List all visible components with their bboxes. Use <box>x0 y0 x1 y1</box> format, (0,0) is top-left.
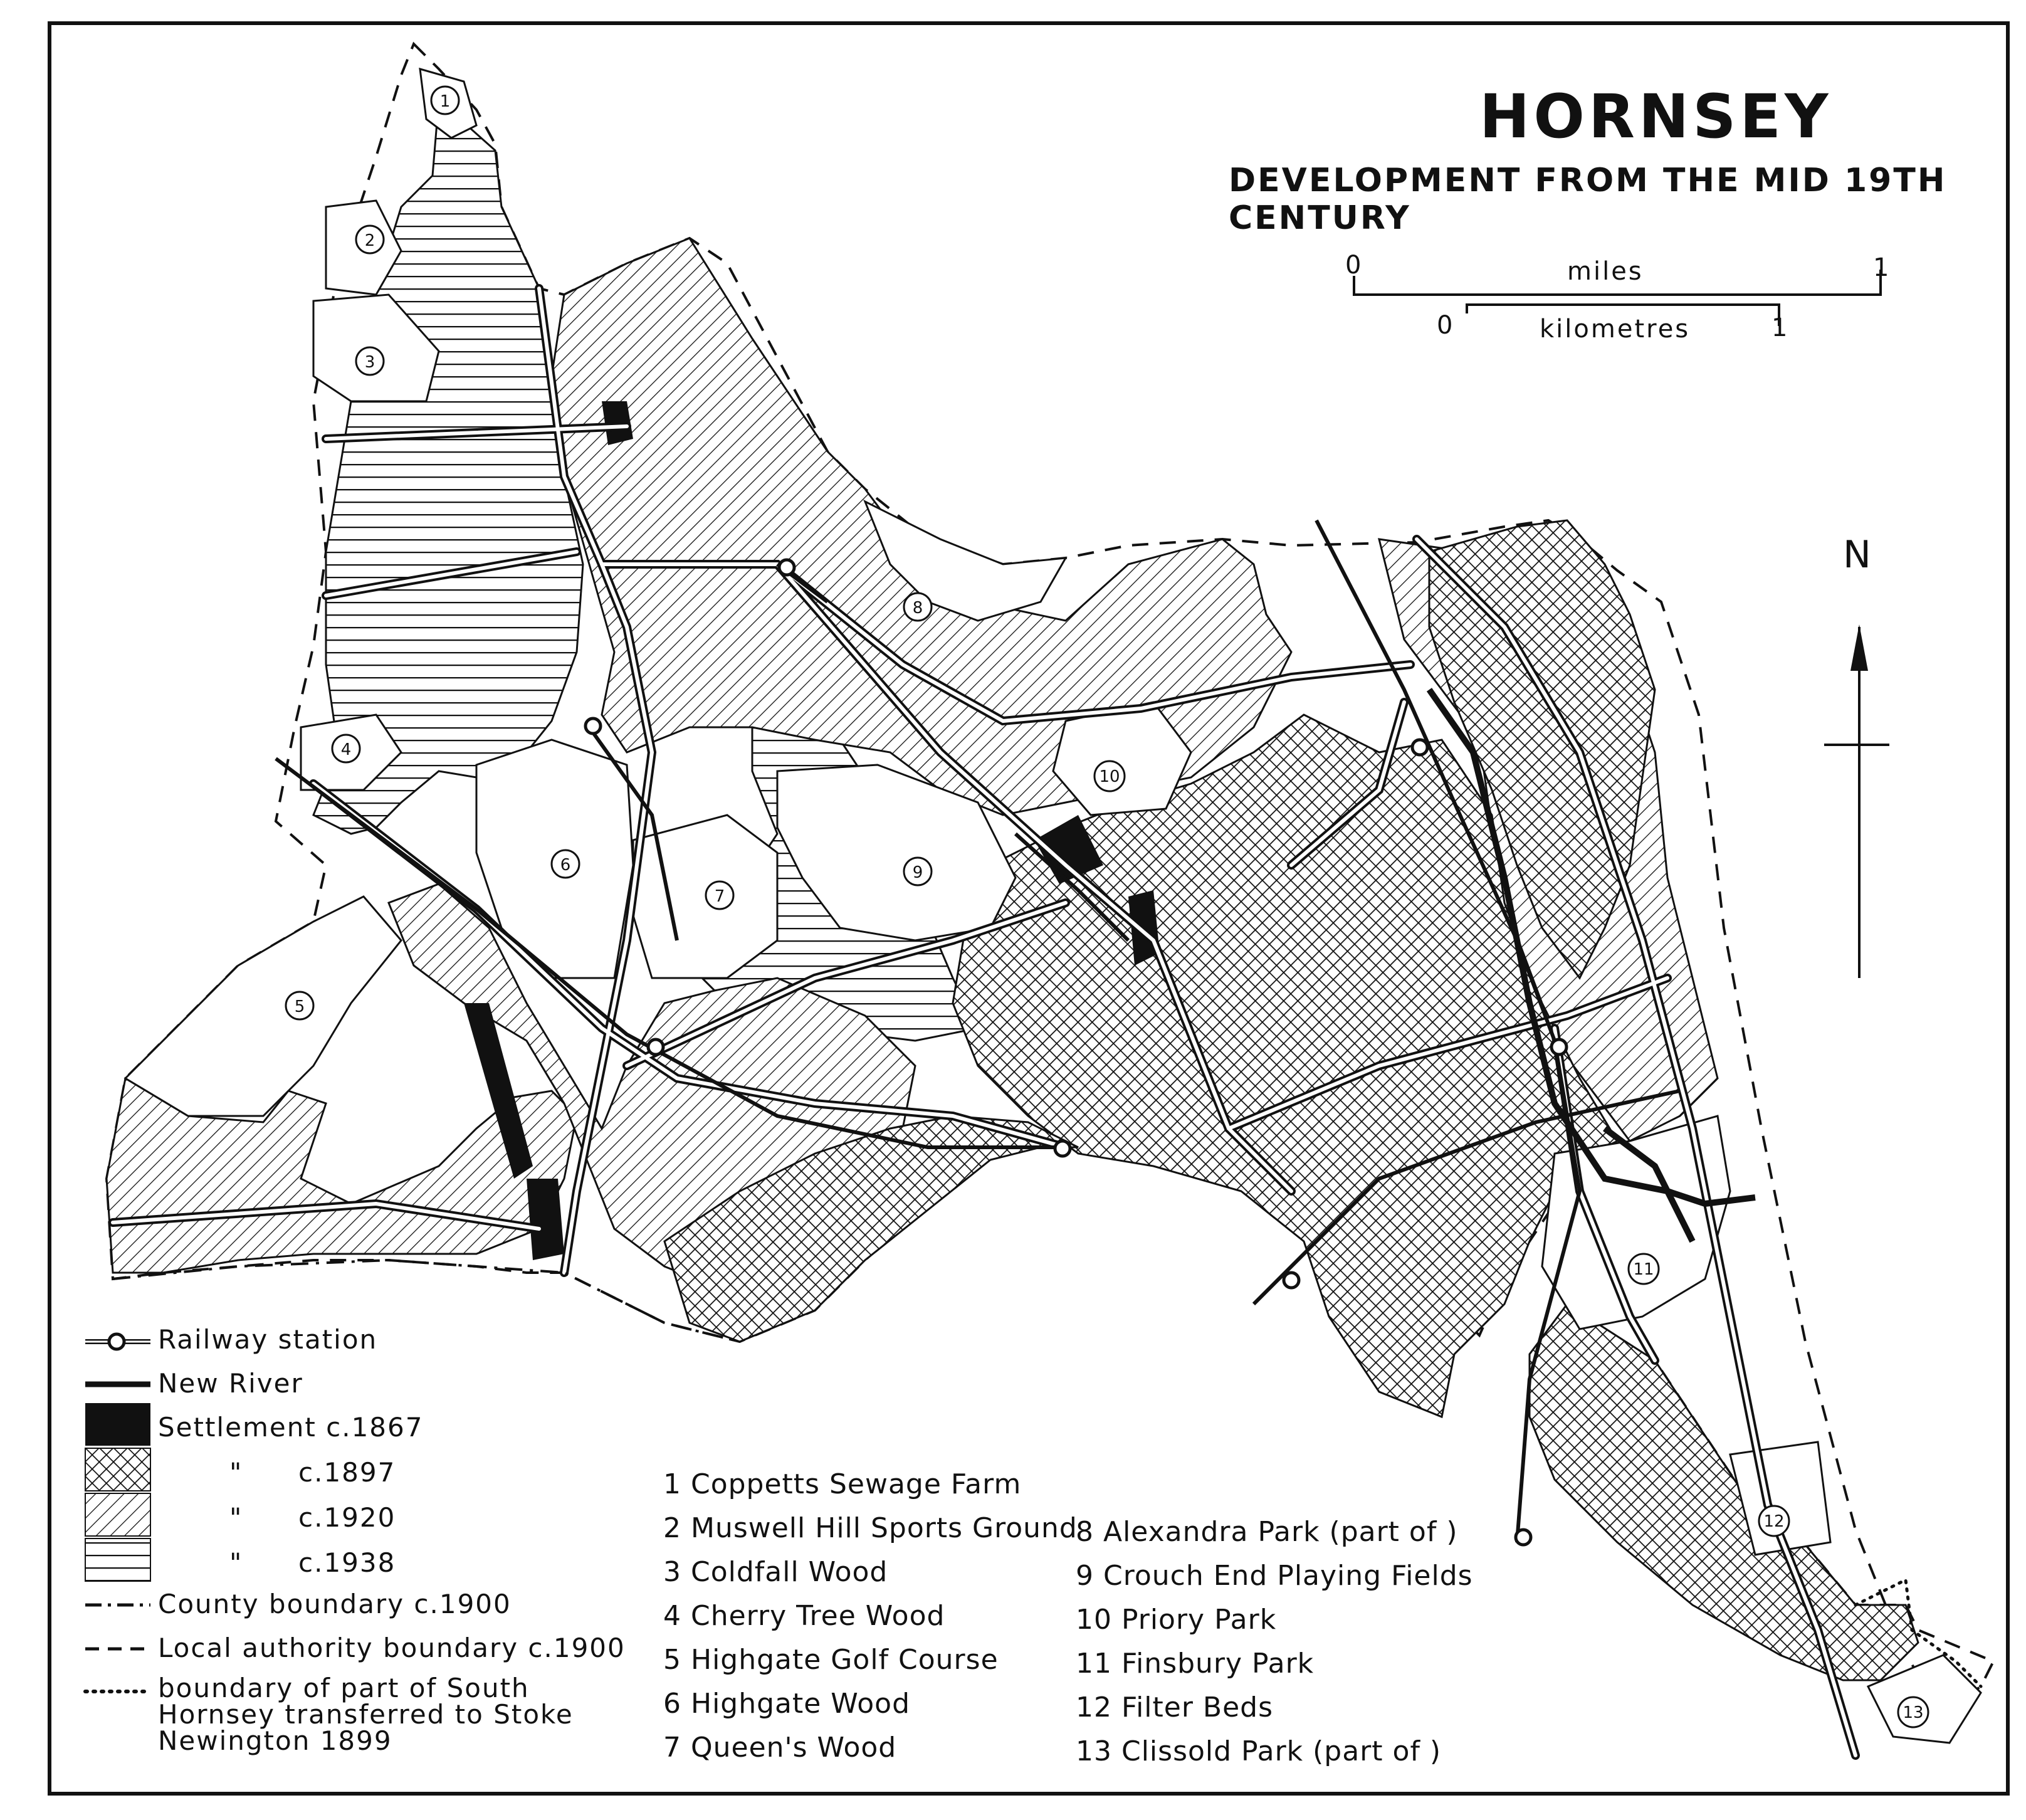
key-item-7: 7 Queen's Wood <box>663 1732 897 1764</box>
legend-local-boundary: Local authority boundary c.1900 <box>158 1633 626 1663</box>
key-item-12: 12 Filter Beds <box>1076 1691 1274 1723</box>
map-subtitle: DEVELOPMENT FROM THE MID 19TH CENTURY <box>1229 162 1947 237</box>
place-number-5: 5 <box>294 997 305 1016</box>
legend-symbols <box>85 1334 150 1691</box>
key-item-2: 2 Muswell Hill Sports Ground <box>663 1512 1078 1544</box>
legend-1920-swatch <box>85 1493 150 1536</box>
place-number-9: 9 <box>912 863 923 882</box>
scale-miles-label: miles <box>1567 257 1644 286</box>
place-number-10: 10 <box>1099 767 1120 786</box>
legend-railway-station: Railway station <box>158 1324 378 1355</box>
scale-km-start: 0 <box>1437 311 1455 340</box>
legend-new-river: New River <box>158 1368 303 1399</box>
key-item-4: 4 Cherry Tree Wood <box>663 1600 945 1632</box>
legend-ditto-mark: " <box>229 1457 243 1488</box>
key-item-11: 11 Finsbury Park <box>1076 1648 1315 1680</box>
key-item-6: 6 Highgate Wood <box>663 1688 911 1720</box>
railway-station-icon <box>585 718 601 734</box>
legend-1938-swatch <box>85 1539 150 1581</box>
legend-ditto-mark: " <box>229 1502 243 1533</box>
north-arrow-icon <box>1824 624 1889 978</box>
place-number-8: 8 <box>912 599 923 618</box>
place-number-13: 13 <box>1903 1703 1924 1722</box>
area-1897-southeast <box>1530 1304 1918 1680</box>
scale-miles-start: 0 <box>1345 251 1363 280</box>
key-item-5: 5 Highgate Golf Course <box>663 1644 999 1676</box>
key-item-9: 9 Crouch End Playing Fields <box>1076 1560 1473 1592</box>
legend-south-hornsey-boundary: boundary of part of South Hornsey transferred to Stoke Newington 1899 <box>158 1673 574 1756</box>
key-item-8: 8 Alexandra Park (part of ) <box>1076 1516 1458 1548</box>
key-item-1: 1 Coppetts Sewage Farm <box>663 1468 1022 1500</box>
legend-settlement-1920: c.1920 <box>298 1502 396 1533</box>
railway-station-icon <box>1412 740 1427 755</box>
scale-miles-end: 1 <box>1873 253 1891 282</box>
place-number-11: 11 <box>1633 1260 1654 1279</box>
legend-railway-station-icon <box>85 1334 150 1349</box>
place-number-7: 7 <box>714 887 725 906</box>
key-item-3: 3 Coldfall Wood <box>663 1556 888 1588</box>
key-item-10: 10 Priory Park <box>1076 1604 1277 1636</box>
legend-1897-swatch <box>85 1448 150 1491</box>
park-highgate-golf <box>125 897 401 1116</box>
place-number-2: 2 <box>364 231 375 250</box>
map-title: HORNSEY <box>1479 82 1832 152</box>
railway-station-icon <box>1055 1141 1070 1156</box>
railway-station-icon <box>1551 1039 1567 1055</box>
scale-km-label: kilometres <box>1540 315 1691 344</box>
railway-station-icon <box>1284 1273 1299 1288</box>
north-label: N <box>1843 533 1871 577</box>
place-number-3: 3 <box>364 353 375 372</box>
place-number-4: 4 <box>340 740 352 759</box>
railway-station-icon <box>648 1039 663 1055</box>
legend-settlement-1938: c.1938 <box>298 1547 396 1578</box>
key-item-13: 13 Clissold Park (part of ) <box>1076 1735 1442 1767</box>
place-number-1: 1 <box>439 92 451 111</box>
settlement-1867-highgate <box>527 1179 564 1260</box>
railway-station-icon <box>779 560 794 575</box>
scale-km-end: 1 <box>1771 313 1790 342</box>
railway-station-icon <box>1516 1530 1531 1545</box>
legend-ditto-mark: " <box>229 1547 243 1578</box>
legend-county-boundary: County boundary c.1900 <box>158 1589 512 1619</box>
legend-settlement-1897: c.1897 <box>298 1457 396 1488</box>
legend-1867-swatch <box>85 1403 150 1446</box>
place-number-6: 6 <box>560 856 571 875</box>
legend-settlement-1867: Settlement c.1867 <box>158 1412 424 1443</box>
place-number-12: 12 <box>1763 1512 1785 1531</box>
